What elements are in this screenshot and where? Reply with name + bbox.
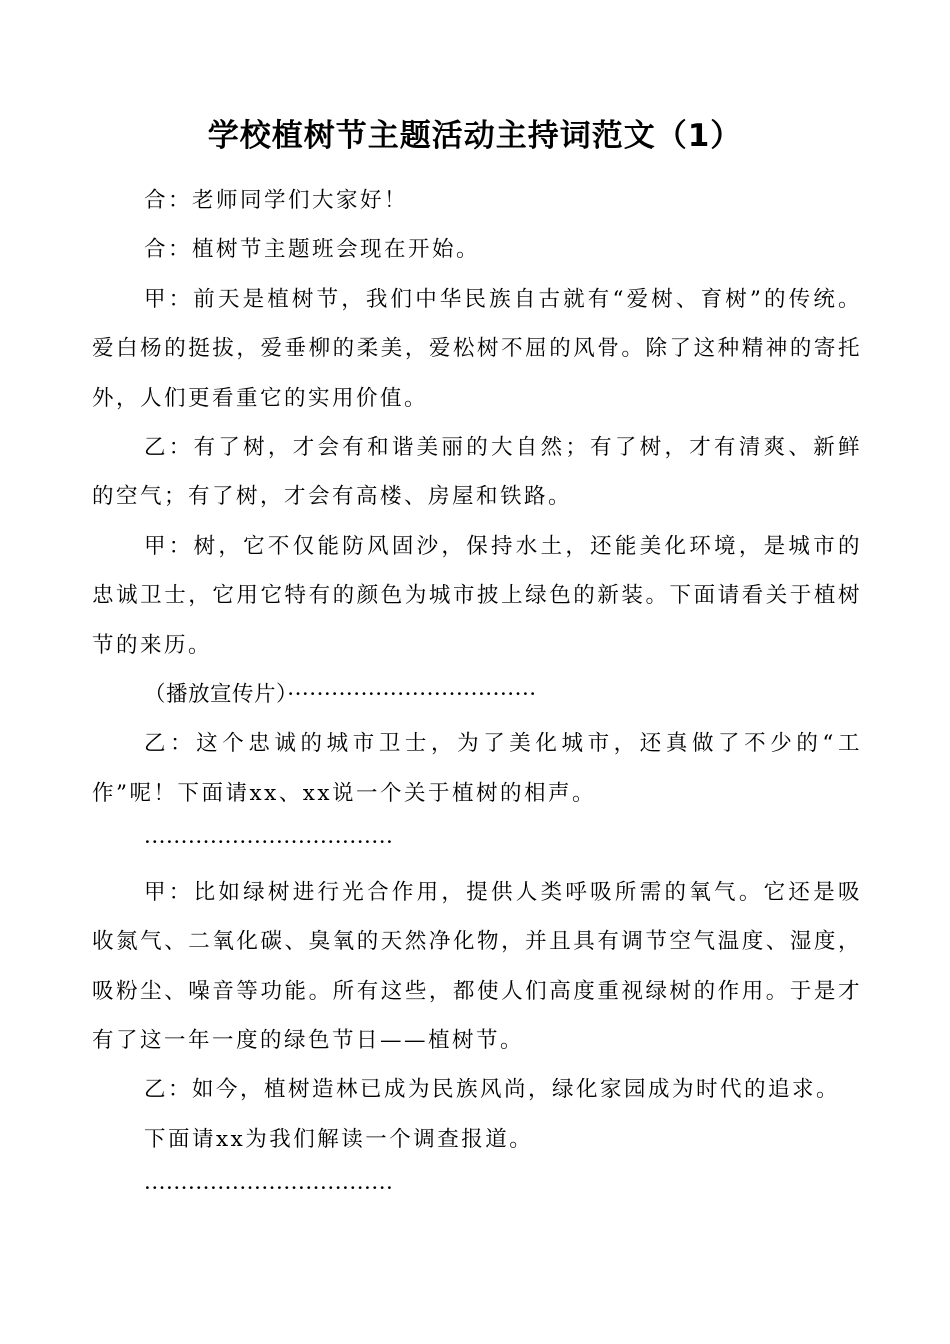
document-title: 学校植树节主题活动主持词范文（1） [207,118,743,154]
paragraph-opening: 合：植树节主题班会现在开始。 [144,237,481,263]
paragraph-yi-2: 乙：这个忠诚的城市卫士，为了美化城市，还真做了不少的“工作”呢！下面请xx、xx说一个关于植树的相声。 [92,731,862,806]
paragraph-ellipsis-2: ·································· [144,1176,394,1202]
paragraph-report-intro: 下面请xx为我们解读一个调查报道。 [144,1126,534,1152]
paragraph-greeting: 合：老师同学们大家好！ [144,188,409,213]
paragraph-jia-2: 甲：树，它不仅能防风固沙，保持水土，还能美化环境，是城市的忠诚卫士，它用它特有的颜色为城市披上绿色的新装。下面请看关于植树节的来历。 [92,533,862,658]
document-body [92,176,862,1214]
paragraph-jia-3: 甲：比如绿树进行光合作用，提供人类呼吸所需的氧气。它还是吸收氮气、二氧化碳、臭氧的天然净化物，并且具有调节空气温度、湿度，吸粉尘、噪音等功能。所有这些，都使人们高度重视绿树的作用。于是才有了这一年一度的绿色节日——植树节。 [92,879,862,1053]
paragraph-ellipsis-1: ·································· [144,830,394,856]
paragraph-video-cue: （播放宣传片）·································· [144,682,537,708]
paragraph-yi-3: 乙：如今，植树造林已成为民族风尚，绿化家园成为时代的追求。 [144,1077,841,1103]
paragraph-jia-1: 甲：前天是植树节，我们中华民族自古就有“爱树、育树”的传统。爱白杨的挺拔，爱垂柳的柔美，爱松树不屈的风骨。除了这种精神的寄托外，人们更看重它的实用价值。 [92,286,862,411]
paragraph-yi-1: 乙：有了树，才会有和谐美丽的大自然；有了树，才有清爽、新鲜的空气；有了树，才会有高楼、房屋和铁路。 [92,435,862,510]
